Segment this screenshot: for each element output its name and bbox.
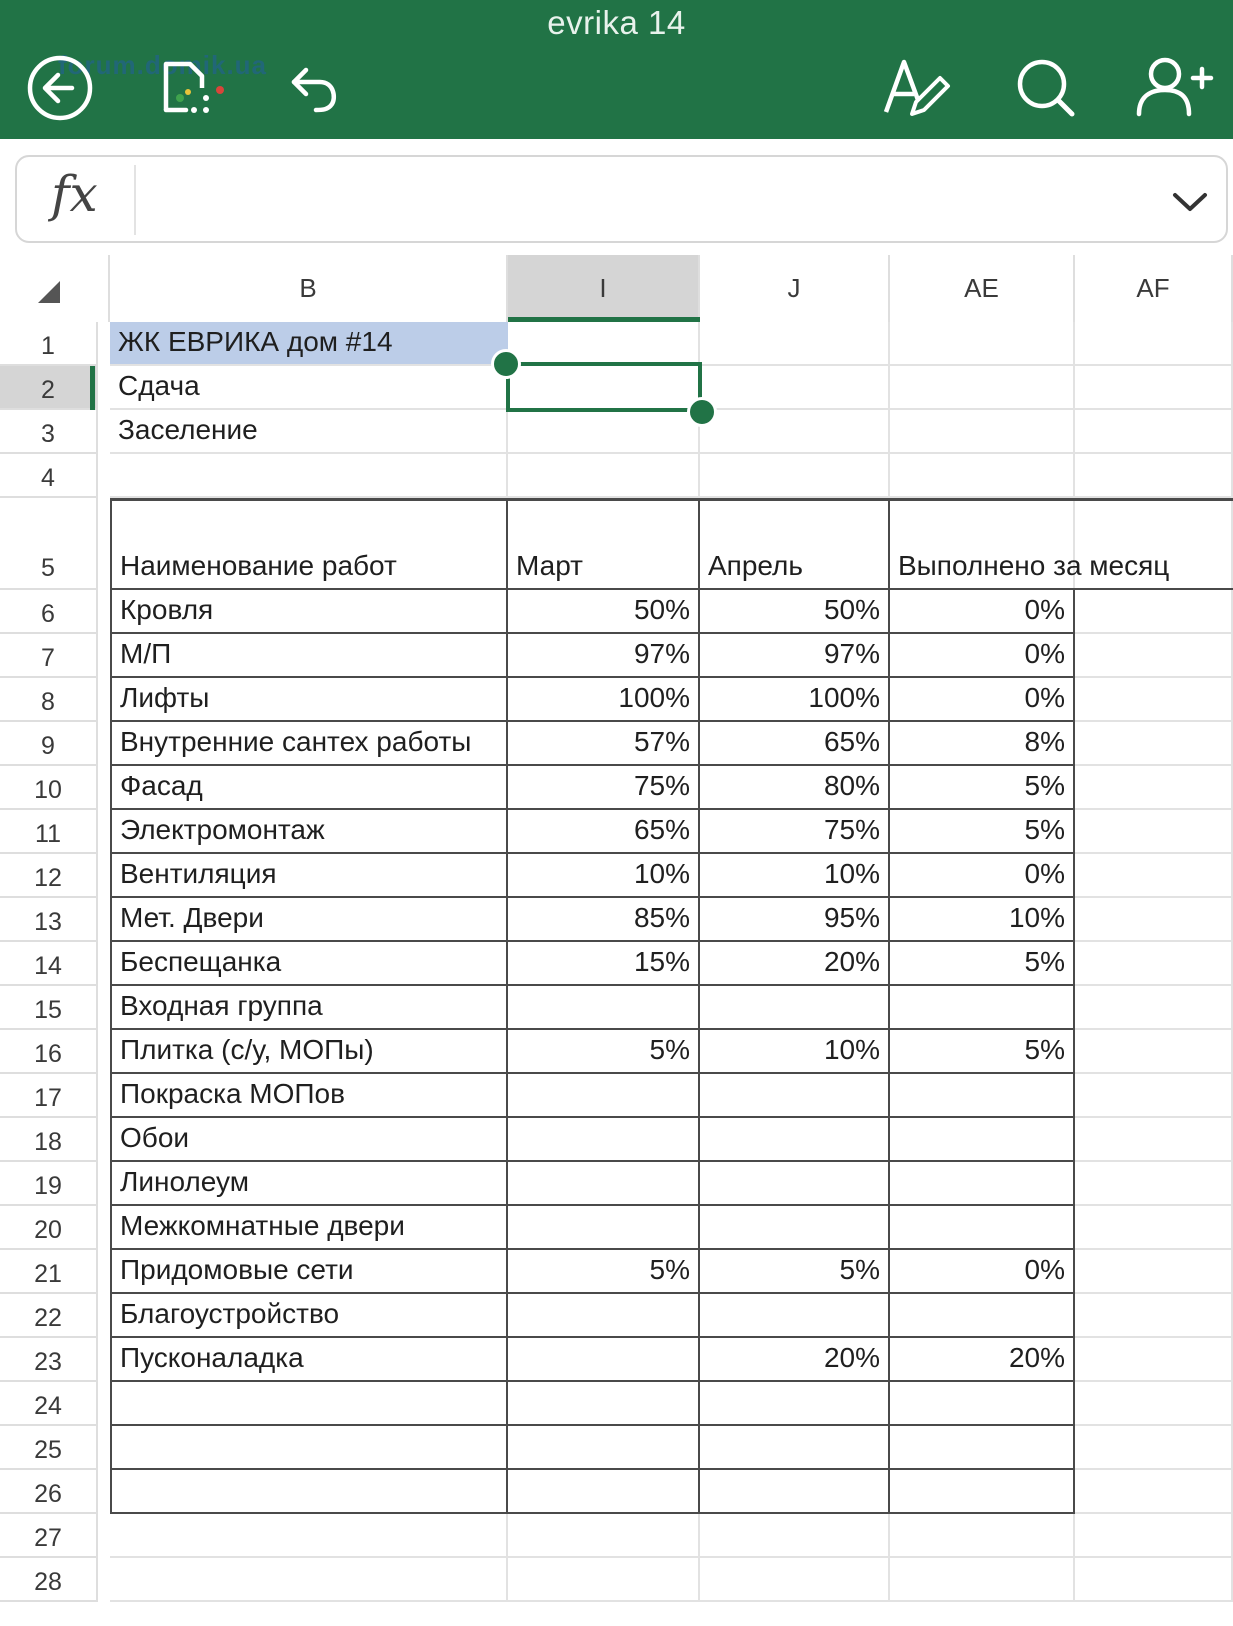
formula-input[interactable] — [142, 163, 1142, 237]
percent-cell[interactable]: 5% — [890, 942, 1075, 986]
column-header-i[interactable]: I — [508, 255, 700, 322]
document-title[interactable]: evrika 14 — [547, 4, 686, 41]
selection-handle-bottom-right[interactable] — [687, 397, 717, 427]
percent-cell[interactable] — [508, 1470, 700, 1514]
work-name-cell[interactable]: Внутренние сантех работы — [110, 722, 508, 766]
percent-cell[interactable] — [890, 1294, 1075, 1338]
cell[interactable] — [1075, 678, 1233, 722]
cell[interactable] — [1075, 322, 1233, 366]
work-name-cell[interactable]: Вентиляция — [110, 854, 508, 898]
table-header-cell[interactable]: Выполнено за месяц — [890, 498, 1233, 590]
expand-formula-button[interactable] — [1165, 177, 1215, 227]
percent-cell[interactable]: 75% — [508, 766, 700, 810]
cell[interactable] — [110, 1558, 508, 1602]
percent-cell[interactable] — [700, 1470, 890, 1514]
row-header-20[interactable]: 20 — [0, 1206, 98, 1250]
percent-cell[interactable] — [890, 1470, 1075, 1514]
percent-cell[interactable]: 57% — [508, 722, 700, 766]
percent-cell[interactable]: 95% — [700, 898, 890, 942]
fx-icon[interactable]: fx — [51, 165, 98, 223]
percent-cell[interactable]: 0% — [890, 854, 1075, 898]
column-header-j[interactable]: J — [700, 255, 890, 322]
undo-icon — [280, 52, 360, 132]
cell[interactable] — [700, 410, 890, 454]
spreadsheet-grid[interactable] — [0, 255, 1233, 1626]
row-header-10[interactable]: 10 — [0, 766, 98, 810]
cell[interactable] — [1075, 634, 1233, 678]
work-name-cell[interactable]: Плитка (с/у, МОПы) — [110, 1030, 508, 1074]
cell[interactable] — [508, 366, 700, 410]
percent-cell[interactable]: 15% — [508, 942, 700, 986]
cell[interactable] — [508, 1514, 700, 1558]
percent-cell[interactable]: 10% — [700, 854, 890, 898]
cell[interactable] — [1075, 986, 1233, 1030]
row-header-7[interactable]: 7 — [0, 634, 98, 678]
work-name-cell[interactable]: Мет. Двери — [110, 898, 508, 942]
select-all-corner[interactable] — [0, 255, 98, 322]
table-header-cell[interactable]: Март — [508, 498, 700, 590]
draw-text-icon — [882, 52, 962, 132]
percent-cell[interactable]: 0% — [890, 678, 1075, 722]
save-file-icon — [158, 52, 238, 132]
percent-cell[interactable]: 10% — [508, 854, 700, 898]
cell[interactable] — [1075, 942, 1233, 986]
row-header-8[interactable]: 8 — [0, 678, 98, 722]
row-header-28[interactable]: 28 — [0, 1558, 98, 1602]
percent-cell[interactable]: 0% — [890, 590, 1075, 634]
percent-cell[interactable] — [700, 1162, 890, 1206]
row-header-3[interactable]: 3 — [0, 410, 98, 454]
cell[interactable] — [1075, 590, 1233, 634]
table-header-cell[interactable]: Наименование работ — [110, 498, 508, 590]
row-header-17[interactable]: 17 — [0, 1074, 98, 1118]
add-person-icon — [1135, 52, 1215, 132]
share-button[interactable] — [1135, 52, 1215, 132]
percent-cell[interactable]: 65% — [700, 722, 890, 766]
cell[interactable] — [508, 1558, 700, 1602]
row-header-2[interactable]: 2 — [0, 366, 98, 410]
cell[interactable] — [890, 1558, 1075, 1602]
percent-cell[interactable] — [890, 1426, 1075, 1470]
column-header-af[interactable]: AF — [1075, 255, 1233, 322]
percent-cell[interactable] — [700, 1382, 890, 1426]
formula-divider — [134, 165, 136, 235]
cell[interactable] — [110, 1514, 508, 1558]
percent-cell[interactable]: 75% — [700, 810, 890, 854]
percent-cell[interactable]: 100% — [700, 678, 890, 722]
app-toolbar — [0, 0, 1233, 139]
cell[interactable] — [1075, 1470, 1233, 1514]
work-name-cell[interactable]: Межкомнатные двери — [110, 1206, 508, 1250]
selected-row-indicator — [90, 366, 95, 410]
cell[interactable] — [1075, 1250, 1233, 1294]
percent-cell[interactable] — [890, 1162, 1075, 1206]
work-name-cell[interactable]: Входная группа — [110, 986, 508, 1030]
cell[interactable] — [1075, 854, 1233, 898]
column-header-b[interactable]: B — [110, 255, 508, 322]
cell[interactable] — [1075, 1426, 1233, 1470]
percent-cell[interactable]: 10% — [700, 1030, 890, 1074]
work-name-cell[interactable]: Беспещанка — [110, 942, 508, 986]
percent-cell[interactable] — [700, 986, 890, 1030]
selected-column-indicator — [508, 317, 700, 322]
watermark: forum.domik.ua — [58, 50, 268, 80]
cell[interactable] — [700, 454, 890, 498]
work-name-cell[interactable]: Линолеум — [110, 1162, 508, 1206]
work-name-cell[interactable]: Фасад — [110, 766, 508, 810]
work-name-cell[interactable] — [110, 1470, 508, 1514]
cell[interactable] — [1075, 1206, 1233, 1250]
search-button[interactable] — [1010, 52, 1090, 132]
percent-cell[interactable]: 100% — [508, 678, 700, 722]
row-header-16[interactable]: 16 — [0, 1030, 98, 1074]
row-header-4[interactable]: 4 — [0, 454, 98, 498]
row-header-12[interactable]: 12 — [0, 854, 98, 898]
percent-cell[interactable] — [508, 1382, 700, 1426]
work-name-cell[interactable]: Обои — [110, 1118, 508, 1162]
percent-cell[interactable] — [700, 1294, 890, 1338]
percent-cell[interactable]: 5% — [890, 810, 1075, 854]
back-circle-icon — [22, 52, 102, 132]
draw-button[interactable] — [882, 52, 962, 132]
cell[interactable] — [700, 322, 890, 366]
cell[interactable] — [890, 410, 1075, 454]
cell[interactable] — [110, 454, 508, 498]
row-header-25[interactable]: 25 — [0, 1426, 98, 1470]
percent-cell[interactable] — [890, 1382, 1075, 1426]
percent-cell[interactable] — [890, 1118, 1075, 1162]
column-header-ae[interactable]: AE — [890, 255, 1075, 322]
row-header-1[interactable]: 1 — [0, 322, 98, 366]
cell[interactable] — [700, 1514, 890, 1558]
cell[interactable] — [1075, 1030, 1233, 1074]
work-name-cell[interactable]: Лифты — [110, 678, 508, 722]
cell[interactable] — [700, 1558, 890, 1602]
cell[interactable] — [1075, 1514, 1233, 1558]
percent-cell[interactable]: 97% — [700, 634, 890, 678]
row-header-6[interactable]: 6 — [0, 590, 98, 634]
work-name-cell[interactable]: Покраска МОПов — [110, 1074, 508, 1118]
cell[interactable] — [890, 366, 1075, 410]
cell[interactable] — [1075, 1294, 1233, 1338]
work-name-cell[interactable]: Пусконаладка — [110, 1338, 508, 1382]
select-all-icon — [38, 281, 60, 303]
row-header-15[interactable]: 15 — [0, 986, 98, 1030]
title-cell-3[interactable]: Заселение — [110, 410, 508, 454]
cell[interactable] — [1075, 898, 1233, 942]
percent-cell[interactable]: 50% — [700, 590, 890, 634]
percent-cell[interactable]: 20% — [890, 1338, 1075, 1382]
percent-cell[interactable]: 85% — [508, 898, 700, 942]
title-cell-2[interactable]: Сдача — [110, 366, 508, 410]
title-cell-1[interactable]: ЖК ЕВРИКА дом #14 — [110, 322, 508, 366]
row-header-23[interactable]: 23 — [0, 1338, 98, 1382]
percent-cell[interactable] — [508, 1206, 700, 1250]
percent-cell[interactable]: 97% — [508, 634, 700, 678]
cell[interactable] — [1075, 1162, 1233, 1206]
percent-cell[interactable] — [890, 986, 1075, 1030]
percent-cell[interactable]: 5% — [890, 1030, 1075, 1074]
row-header-18[interactable]: 18 — [0, 1118, 98, 1162]
row-header-22[interactable]: 22 — [0, 1294, 98, 1338]
chevron-down-icon — [1165, 177, 1215, 227]
percent-cell[interactable]: 5% — [508, 1250, 700, 1294]
row-header-26[interactable]: 26 — [0, 1470, 98, 1514]
row-header-19[interactable]: 19 — [0, 1162, 98, 1206]
work-name-cell[interactable]: Придомовые сети — [110, 1250, 508, 1294]
percent-cell[interactable]: 8% — [890, 722, 1075, 766]
percent-cell[interactable] — [508, 1338, 700, 1382]
percent-cell[interactable]: 0% — [890, 1250, 1075, 1294]
cell[interactable] — [1075, 1382, 1233, 1426]
row-header-24[interactable]: 24 — [0, 1382, 98, 1426]
percent-cell[interactable]: 5% — [890, 766, 1075, 810]
save-button[interactable] — [158, 52, 238, 132]
work-name-cell[interactable] — [110, 1382, 508, 1426]
work-name-cell[interactable] — [110, 1426, 508, 1470]
column-header-gap — [98, 255, 110, 322]
row-header-9[interactable]: 9 — [0, 722, 98, 766]
work-name-cell[interactable]: Кровля — [110, 590, 508, 634]
cell[interactable] — [508, 322, 700, 366]
cell[interactable] — [1075, 766, 1233, 810]
percent-cell[interactable]: 5% — [508, 1030, 700, 1074]
cell-area[interactable] — [0, 322, 1233, 1626]
formula-bar — [15, 155, 1228, 243]
work-name-cell[interactable]: М/П — [110, 634, 508, 678]
percent-cell[interactable] — [700, 1426, 890, 1470]
percent-cell[interactable]: 50% — [508, 590, 700, 634]
percent-cell[interactable] — [508, 1074, 700, 1118]
cell[interactable] — [890, 1514, 1075, 1558]
work-name-cell[interactable]: Благоустройство — [110, 1294, 508, 1338]
selection-handle-top-left[interactable] — [491, 349, 521, 379]
cell[interactable] — [1075, 454, 1233, 498]
cell[interactable] — [1075, 722, 1233, 766]
cell[interactable] — [1075, 1074, 1233, 1118]
cell[interactable] — [700, 366, 890, 410]
percent-cell[interactable] — [508, 1426, 700, 1470]
undo-button[interactable] — [280, 52, 360, 132]
cell[interactable] — [1075, 410, 1233, 454]
percent-cell[interactable] — [508, 1162, 700, 1206]
cell[interactable] — [1075, 810, 1233, 854]
percent-cell[interactable] — [508, 1118, 700, 1162]
percent-cell[interactable]: 20% — [700, 1338, 890, 1382]
row-header-14[interactable]: 14 — [0, 942, 98, 986]
cell[interactable] — [1075, 1338, 1233, 1382]
percent-cell[interactable]: 10% — [890, 898, 1075, 942]
table-header-cell[interactable]: Апрель — [700, 498, 890, 590]
percent-cell[interactable] — [890, 1074, 1075, 1118]
back-button[interactable] — [22, 52, 102, 132]
percent-cell[interactable] — [508, 1294, 700, 1338]
percent-cell[interactable] — [508, 986, 700, 1030]
percent-cell[interactable] — [890, 1206, 1075, 1250]
row-header-11[interactable]: 11 — [0, 810, 98, 854]
search-icon — [1010, 52, 1090, 132]
percent-cell[interactable] — [700, 1206, 890, 1250]
row-header-13[interactable]: 13 — [0, 898, 98, 942]
cell[interactable] — [508, 410, 700, 454]
cell[interactable] — [890, 454, 1075, 498]
percent-cell[interactable]: 20% — [700, 942, 890, 986]
cell[interactable] — [1075, 366, 1233, 410]
row-header-21[interactable]: 21 — [0, 1250, 98, 1294]
cell[interactable] — [1075, 1118, 1233, 1162]
column-headers — [0, 255, 1233, 322]
percent-cell[interactable] — [700, 1118, 890, 1162]
cell[interactable] — [508, 454, 700, 498]
work-name-cell[interactable]: Электромонтаж — [110, 810, 508, 854]
percent-cell[interactable]: 65% — [508, 810, 700, 854]
percent-cell[interactable] — [700, 1074, 890, 1118]
cell[interactable] — [1075, 1558, 1233, 1602]
percent-cell[interactable]: 5% — [700, 1250, 890, 1294]
row-header-5[interactable]: 5 — [0, 498, 98, 590]
percent-cell[interactable]: 80% — [700, 766, 890, 810]
percent-cell[interactable]: 0% — [890, 634, 1075, 678]
cell[interactable] — [890, 322, 1075, 366]
row-header-27[interactable]: 27 — [0, 1514, 98, 1558]
